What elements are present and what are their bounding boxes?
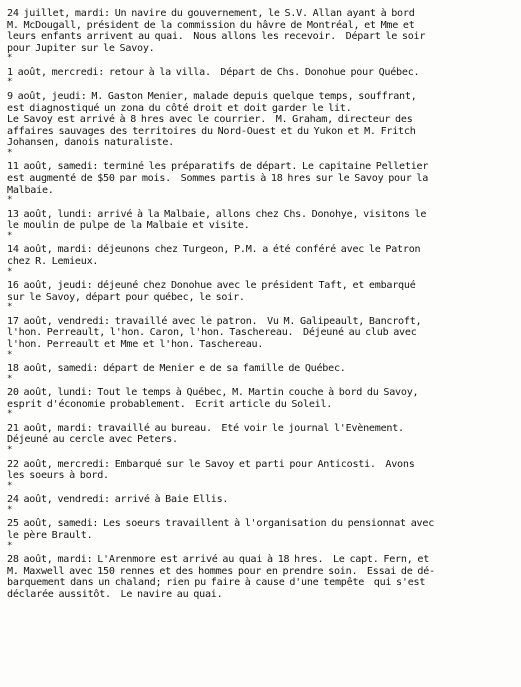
entry-text-line: l'hon. Perreault et Mme et l'hon. Taschereau. xyxy=(7,338,264,350)
diary-entry xyxy=(7,316,515,360)
diary-entry xyxy=(7,554,515,600)
entry-text-line: 20 août, lundi: Tout le temps à Québec, M. Martin couche à bord du Savoy, xyxy=(7,387,419,399)
diary-entry xyxy=(7,209,515,241)
entry-text-line: sur le Savoy, départ pour québec, le soir. xyxy=(7,291,245,303)
entry-text-line: est diagnostiqué un zona du côté droit et doit garder le lit. xyxy=(7,102,352,114)
entry-text-line: affaires sauvages des territoires du Nord-Ouest et du Yukon et M. Fritch xyxy=(7,125,416,137)
entry-text-line: 1 août, mercredi: retour à la villa. Départ de Chs. Donohue pour Québec. xyxy=(7,66,420,78)
entry-text-line: 28 août, mardi: L'Arenmore est arrivé au quai à 18 hres. Le capt. Fern, et xyxy=(7,554,430,565)
entry-text-line: barquement dans un chaland; rien pu faire à cause d'une tempête qui s'est xyxy=(7,577,426,589)
entry-separator-asterisk: * xyxy=(7,373,13,384)
entry-text-line: 24 août, vendredi: arrivé à Baie Ellis. xyxy=(7,494,229,506)
entry-separator-asterisk: * xyxy=(7,266,13,277)
entry-separator-asterisk: * xyxy=(7,230,13,241)
entry-separator-asterisk: * xyxy=(7,445,13,456)
diary-entry xyxy=(7,91,515,158)
entry-text-line: 25 août, samedi: Les soeurs travaillent à l'organisation du pensionnat avec xyxy=(7,518,435,530)
entry-text-line: chez R. Lemieux. xyxy=(7,256,99,267)
entry-text-line: pour Jupiter sur le Savoy. xyxy=(7,42,155,54)
entry-separator-asterisk: * xyxy=(7,540,13,551)
diary-entry xyxy=(7,518,515,550)
entry-text-line: les soeurs à bord. xyxy=(7,470,109,482)
entry-separator-asterisk: * xyxy=(7,302,13,313)
diary-entry xyxy=(7,161,515,205)
entry-text-line: M. McDougall, président de la commission du hâvre de Montréal, et Mme et xyxy=(7,19,415,31)
entry-text-line: 13 août, lundi: arrivé à la Malbaie, allons chez Chs. Donohye, visitons le xyxy=(7,208,427,220)
entry-text-line: 18 août, samedi: départ de Menier e de sa famille de Québec. xyxy=(7,363,346,375)
diary-entry xyxy=(7,459,515,491)
entry-separator-asterisk: * xyxy=(7,53,13,64)
diary-entry xyxy=(7,423,515,455)
entry-text-line: le père Brault. xyxy=(7,529,93,541)
entry-text-line: 22 août, mercredi: Embarqué sur le Savoy et parti pour Anticosti. Avons xyxy=(7,458,415,470)
entry-text-line: le moulin de pulpe de la Malbaie et visite. xyxy=(7,220,250,232)
entry-text-line: déclarée aussitôt. Le navire au quai. xyxy=(7,588,223,600)
entry-text-line: M. Maxwell avec 150 rennes et des hommes pour en prendre soin. Essai de dé- xyxy=(7,565,435,577)
entry-text-line: 16 août, jeudi: déjeuné chez Donohue avec le président Taft, et embarqué xyxy=(7,280,416,292)
diary-entry xyxy=(7,363,515,384)
entry-text-line: Malbaie. xyxy=(7,184,54,196)
entry-text-line: 9 août, jeudi: M. Gaston Menier, malade depuis quelque temps, souffrant, xyxy=(7,90,417,102)
entry-text-line: Johansen, danois naturaliste. xyxy=(7,137,174,149)
diary-entry xyxy=(7,387,515,419)
diary-entry xyxy=(7,280,515,312)
entry-separator-asterisk: * xyxy=(7,77,13,88)
entry-separator-asterisk: * xyxy=(7,409,13,420)
entry-text-line: 14 août, mardi: déjeunons chez Turgeon, P.M. a été conféré avec le Patron xyxy=(7,244,421,256)
entry-text-line: l'hon. Perreault, l'hon. Caron, l'hon. Taschereau. Déjeuné au club avec xyxy=(7,327,417,339)
entry-text-line: est augmenté de $50 par mois. Sommes partis à 18 hres sur le Savoy pour la xyxy=(7,173,429,185)
entry-separator-asterisk: * xyxy=(7,504,13,515)
entry-text-line: esprit d'économie probablement. Ecrit article du Soleil. xyxy=(7,398,333,410)
diary-entry xyxy=(7,67,515,88)
entry-text-line: 24 juillet, mardi: Un navire du gouvernement, le S.V. Allan ayant à bord xyxy=(7,8,415,19)
diary-entry xyxy=(7,244,515,276)
entry-separator-asterisk: * xyxy=(7,147,13,158)
diary-entry xyxy=(7,494,515,515)
entry-separator-asterisk: * xyxy=(7,349,13,360)
entry-text-line: 17 août, vendredi: travaillé avec le patron. Vu M. Galipeault, Bancroft, xyxy=(7,315,422,327)
entry-text-line: 11 août, samedi: terminé les préparatifs de départ. Le capitaine Pelletier xyxy=(7,161,429,173)
entry-text-line: Déjeuné au cercle avec Peters. xyxy=(7,434,178,446)
entry-separator-asterisk: * xyxy=(7,480,13,491)
entry-text-line: Le Savoy est arrivé à 8 hres avec le courrier. M. Graham, directeur des xyxy=(7,114,413,126)
entry-text-line: leurs enfants arrivent au quai. Nous allons les recevoir. Départ le soir xyxy=(7,31,426,43)
diary-entry xyxy=(7,8,515,63)
entry-separator-asterisk: * xyxy=(7,195,13,206)
entry-text-line: 21 août, mardi: travaillé au bureau. Eté voir le journal l'Evènement. xyxy=(7,422,404,434)
